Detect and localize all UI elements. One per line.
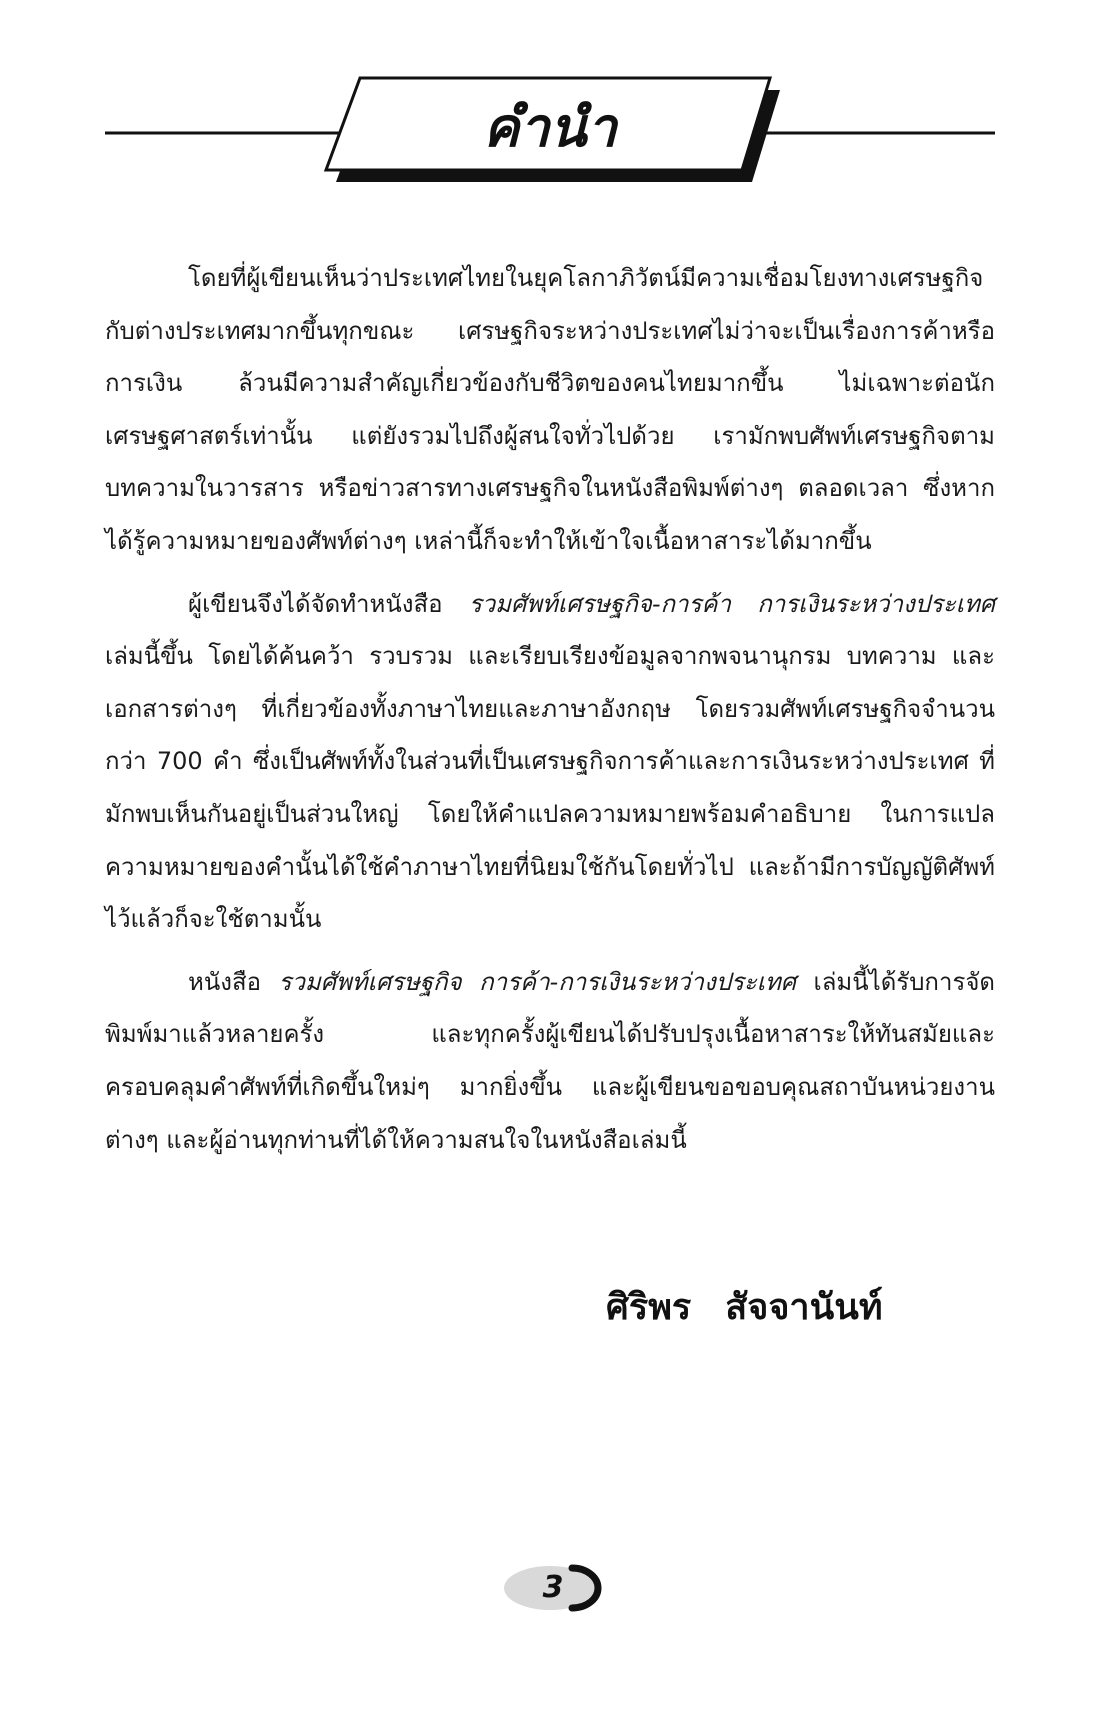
- paragraph-3-rest: เล่มนี้ได้รับการจัดพิมพ์มาแล้วหลายครั้ง และทุกครั้งผู้เขียนได้ปรับปรุงเนื้อหาสาระให้ทันสมัยและครอบคลุมคำศัพท์ที่เกิดขึ้นใหม่ๆ มากยิ่งขึ้น และผู้เขียนขอขอบคุณสถาบันหน่วยงานต่างๆ และผู้อ่านทุกท่านที่ได้ให้ความสนใจในหนังสือเล่มนี้: [105, 967, 995, 1154]
- paragraph-2-book-title: รวมศัพท์เศรษฐกิจ-การค้า การเงินระหว่างประเทศ: [468, 589, 995, 618]
- author-signature: [606, 1278, 883, 1338]
- page-number-badge: [498, 1560, 608, 1616]
- page-title: คำนำ: [483, 96, 617, 159]
- title-banner: [0, 0, 1102, 200]
- paragraph-3-lead: หนังสือ: [188, 967, 262, 996]
- preface-body: [105, 252, 995, 1176]
- paragraph-2-rest: เล่มนี้ขึ้น โดยได้ค้นคว้า รวบรวม และเรียบเรียงข้อมูลจากพจนานุกรม บทความ และเอกสารต่างๆ ที่เกี่ยวข้องทั้งภาษาไทยและภาษาอังกฤษ โดยรวมศัพท์เศรษฐกิจจำนวนกว่า 700 คำ ซึ่งเป็นศัพท์ทั้งในส่วนที่เป็นเศรษฐกิจการค้าและการเงินระหว่างประเทศ ที่มักพบเห็นกันอยู่เป็นส่วนใหญ่ โดยให้คำแปลความหมายพร้อมคำอธิบาย ในการแปลความหมายของคำนั้นได้ใช้คำภาษาไทยที่นิยมใช้กันโดยทั่วไป และถ้ามีการบัญญัติศัพท์ไว้แล้วก็จะใช้ตามนั้น: [105, 642, 995, 934]
- page-number: 3: [542, 1570, 564, 1605]
- paragraph-2: [105, 578, 995, 946]
- paragraph-1: [105, 252, 995, 568]
- author-last-name: สัจจานันท์: [725, 1287, 883, 1328]
- paragraph-2-lead: ผู้เขียนจึงได้จัดทำหนังสือ: [188, 589, 443, 618]
- paragraph-1-text: โดยที่ผู้เขียนเห็นว่าประเทศไทยในยุคโลกาภิวัตน์มีความเชื่อมโยงทางเศรษฐกิจกับต่างประเทศมากขึ้นทุกขณะ เศรษฐกิจระหว่างประเทศไม่ว่าจะเป็นเรื่องการค้าหรือการเงิน ล้วนมีความสำคัญเกี่ยวข้องกับชีวิตของคนไทยมากขึ้น ไม่เฉพาะต่อนักเศรษฐศาสตร์เท่านั้น แต่ยังรวมไปถึงผู้สนใจทั่วไปด้วย เรามักพบศัพท์เศรษฐกิจตามบทความในวารสาร หรือข่าวสารทางเศรษฐกิจในหนังสือพิมพ์ต่างๆ ตลอดเวลา ซึ่งหากได้รู้ความหมายของศัพท์ต่างๆ เหล่านี้ก็จะทำให้เข้าใจเนื้อหาสาระได้มากขึ้น: [105, 264, 995, 555]
- author-first-name: ศิริพร: [606, 1287, 692, 1328]
- paragraph-3-book-title: รวมศัพท์เศรษฐกิจ การค้า-การเงินระหว่างประเทศ: [278, 967, 796, 996]
- paragraph-3: [105, 956, 995, 1166]
